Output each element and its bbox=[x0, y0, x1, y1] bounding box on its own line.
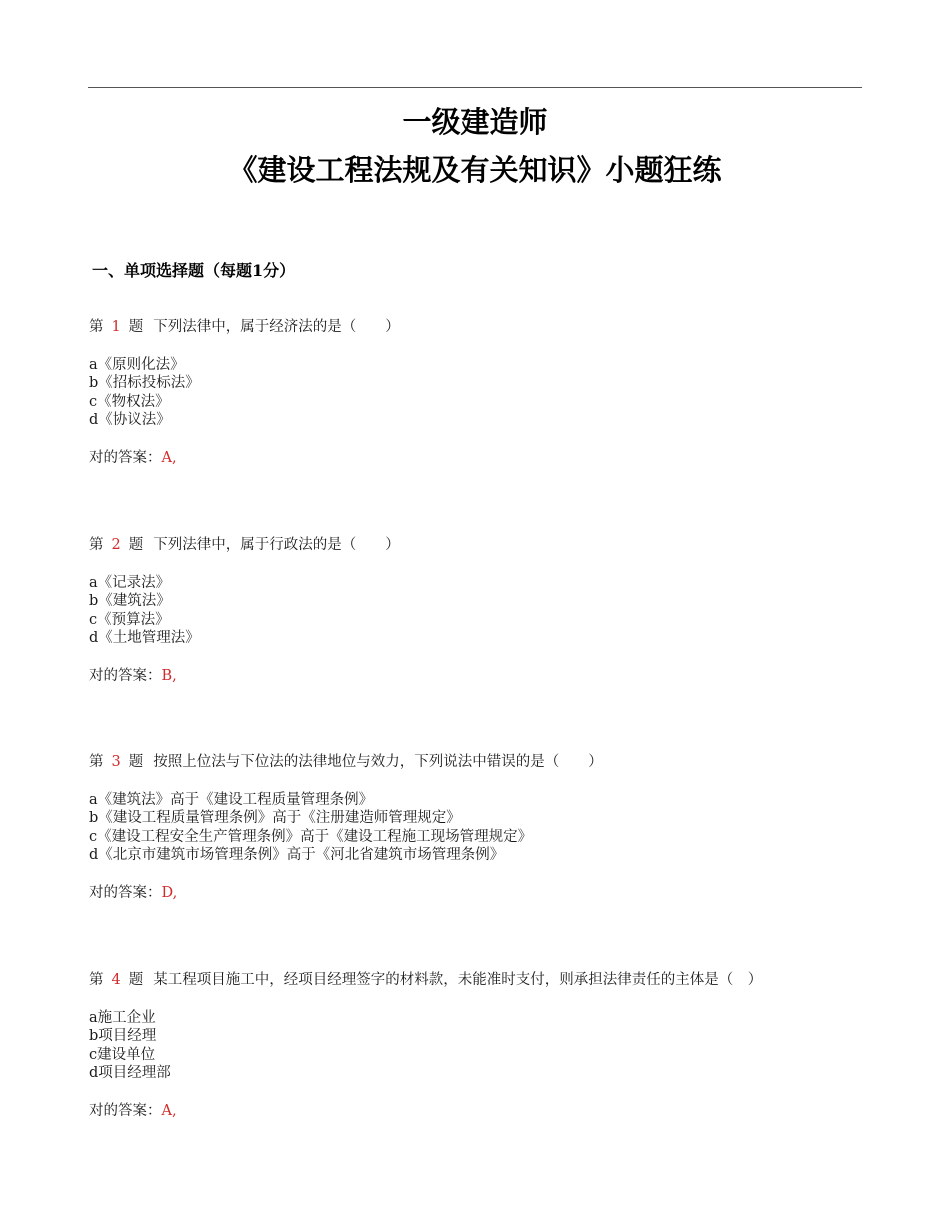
question-1 bbox=[89, 318, 869, 467]
question-3 bbox=[89, 753, 869, 902]
option-a: a《记录法》 bbox=[89, 574, 171, 591]
doc-title-line1: 一级建造师 bbox=[402, 105, 548, 139]
option-a: a《建筑法》高于《建设工程质量管理条例》 bbox=[89, 791, 374, 808]
answer-line bbox=[89, 449, 869, 468]
header-rule bbox=[88, 87, 862, 88]
answer-line bbox=[89, 667, 869, 686]
option-d: d《协议法》 bbox=[89, 412, 171, 428]
question-suffix: 题 bbox=[128, 754, 144, 770]
question-number: 4 bbox=[111, 972, 121, 988]
answer-value: B, bbox=[161, 667, 177, 684]
question-line bbox=[89, 318, 869, 337]
question-prefix: 第 bbox=[89, 972, 104, 988]
option-c: c《建设工程安全生产管理条例》高于《建设工程施工现场管理规定》 bbox=[89, 828, 533, 845]
answer-value: D, bbox=[161, 884, 178, 901]
answer-line bbox=[89, 1102, 869, 1121]
question-line bbox=[89, 753, 869, 772]
option-c: c《物权法》 bbox=[89, 393, 170, 410]
option-b: b项目经理 bbox=[89, 1028, 157, 1044]
answer-label: 对的答案： bbox=[89, 884, 162, 901]
question-stem: 下列法律中，属于行政法的是（ ） bbox=[153, 537, 400, 553]
option-b: b《招标投标法》 bbox=[89, 375, 200, 391]
option-a: a施工企业 bbox=[89, 1009, 156, 1026]
option-c: c建设单位 bbox=[89, 1046, 156, 1063]
question-2 bbox=[89, 536, 869, 685]
question-number: 3 bbox=[111, 754, 121, 770]
question-stem: 某工程项目施工中，经项目经理签字的材料款，未能准时支付，则承担法律责任的主体是（ ） bbox=[153, 972, 763, 988]
answer-value: A, bbox=[161, 449, 177, 466]
answer-line bbox=[89, 884, 869, 903]
option-d: d《土地管理法》 bbox=[89, 630, 200, 646]
answer-label: 对的答案： bbox=[89, 1102, 162, 1119]
question-4 bbox=[89, 971, 869, 1120]
question-number: 2 bbox=[111, 537, 121, 553]
question-prefix: 第 bbox=[89, 754, 104, 770]
question-suffix: 题 bbox=[128, 972, 144, 988]
answer-value: A, bbox=[161, 1102, 177, 1119]
question-prefix: 第 bbox=[89, 537, 104, 553]
question-line bbox=[89, 971, 869, 990]
answer-label: 对的答案： bbox=[89, 449, 162, 466]
question-stem: 下列法律中，属于经济法的是（ ） bbox=[153, 319, 400, 335]
section-title: 一、单项选择题（每题1分） bbox=[92, 261, 296, 280]
option-d: d项目经理部 bbox=[89, 1065, 171, 1081]
option-d: d《北京市建筑市场管理条例》高于《河北省建筑市场管理条例》 bbox=[89, 847, 505, 863]
option-c: c《预算法》 bbox=[89, 611, 170, 628]
option-b: b《建设工程质量管理条例》高于《注册建造师管理规定》 bbox=[89, 810, 461, 826]
question-suffix: 题 bbox=[128, 319, 144, 335]
option-b: b《建筑法》 bbox=[89, 593, 171, 609]
question-number: 1 bbox=[111, 319, 121, 335]
question-line bbox=[89, 536, 869, 555]
question-suffix: 题 bbox=[128, 537, 144, 553]
option-a: a《原则化法》 bbox=[89, 356, 185, 373]
doc-title-line2: 《建设工程法规及有关知识》小题狂练 bbox=[228, 153, 722, 187]
question-prefix: 第 bbox=[89, 319, 104, 335]
question-stem: 按照上位法与下位法的法律地位与效力，下列说法中错误的是（ ） bbox=[153, 754, 603, 770]
answer-label: 对的答案： bbox=[89, 667, 162, 684]
